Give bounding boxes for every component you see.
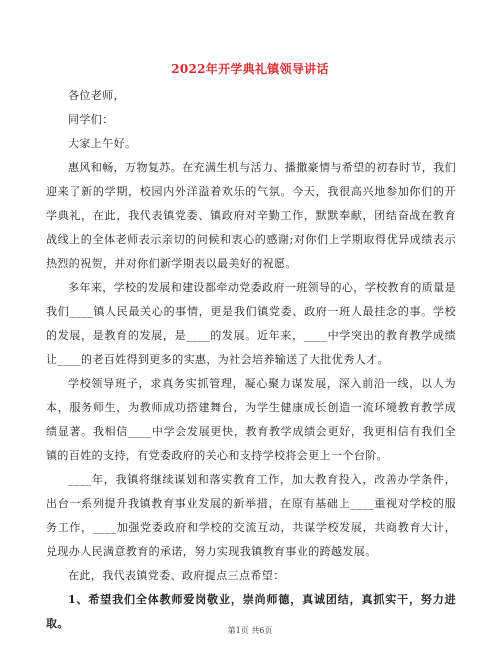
paragraph-plans: ____年，我镇将继续谋划和落实教育工作，加大教育投入，改善办学条件，出台一系列提升我镇教育事业发展的新举措，在原有基础上____重视对学校的服务工作，____加强党委政府和学校的交流互动，共谋学校发展，共商教育大计，兑现办人民满意教育的承诺，努力实现我镇教育事业的跨越发展。	[46, 473, 456, 558]
paragraph-development: 多年来，学校的发展和建设都牵动党委政府一班领导的心，学校教育的质量是我们____镇人民最关心的事情，更是我们镇党委、政府一班人最挂念的事。学校的发展，是教育的发展，是____的发展。近年来，____中学突出的教育教学成绩让____的老百姓得到更多的实惠，为社会培养输送了大批优秀人才。	[46, 281, 456, 366]
salutation-students: 同学们：	[68, 113, 114, 126]
document-body	[46, 84, 456, 636]
paragraph-hope-1: 1、希望我们全体教师爱岗敬业，崇尚师德，真诚团结，真抓实干，努力进取。	[46, 593, 456, 630]
document-title: 2022年开学典礼镇领导讲话	[171, 62, 329, 76]
paragraph-leadership: 学校领导班子，求真务实抓管理，凝心聚力谋发展，深入前沿一线，以人为本，服务师生，为教师成功搭建舞台，为学生健康成长创造一流环境教育教学成绩显著。我相信____中学会发展更快，教育教学成绩会更好，我更相信有我们全镇的百姓的支持，有党委政府的关心和支持学校将会更上一个台阶。	[46, 377, 456, 462]
salutation-teachers: 各位老师，	[68, 89, 125, 102]
paragraph-opening: 惠风和畅，万物复苏。在充满生机与活力、播撒豪情与希望的初春时节，我们迎来了新的学期，校园内外洋溢着欢乐的气氛。今天，我很高兴地参加你们的开学典礼，在此，我代表镇党委、镇政府对辛勤工作，默默奉献，团结奋战在教育战线上的全体老师表示亲切的问候和衷心的感谢;对你们上学期取得优异成绩表示热烈的祝贺，并对你们新学期表以最美好的祝愿。	[46, 161, 456, 270]
greeting: 大家上午好。	[68, 137, 137, 150]
page-number: 第1页 共6页	[227, 626, 273, 635]
paragraph-hopes-intro: 在此，我代表镇党委、政府提点三点希望：	[68, 569, 285, 582]
